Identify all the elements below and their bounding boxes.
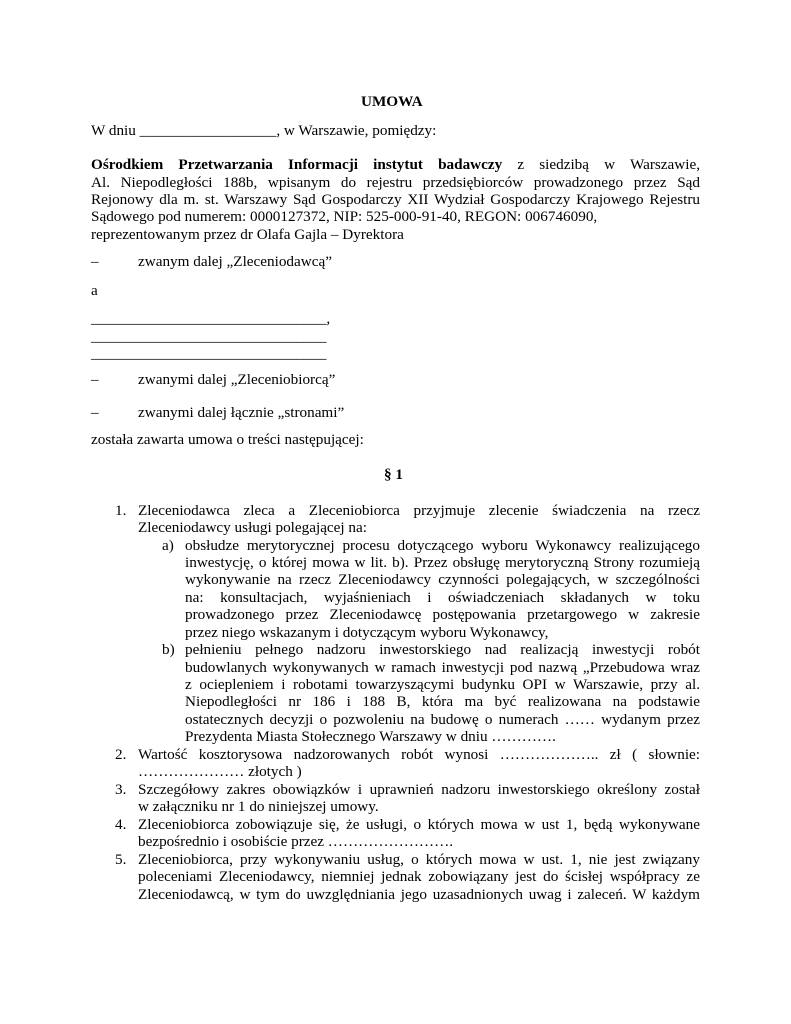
item-1b-line-4: Niepodległości nr 186 i 188 B, która ma być realizowana na podstawie: [185, 693, 700, 710]
concluded-line: została zawarta umowa o treści następującej:: [91, 431, 364, 448]
party1-line4: Sądowego pod numerem: 0000127372, NIP: 525-000-91-40, REGON: 006746090,: [91, 208, 598, 225]
item-1a-line-1: obsłudze merytorycznej procesu dotyczącego wyboru Wykonawcy realizującego: [185, 537, 700, 554]
party1-line2: Al. Niepodległości 188b, wpisanym do rejestru przedsiębiorców prowadzonego przez Sąd: [91, 174, 700, 191]
item-2-number: 2.: [115, 746, 127, 763]
item-1b-line-6: Prezydenta Miasta Stołecznego Warszawy w dniu ………….: [185, 728, 556, 745]
item-2-line-2: ………………… złotych ): [138, 763, 302, 780]
conjunction-a: a: [91, 282, 98, 299]
item-5-number: 5.: [115, 851, 127, 868]
item-1b-line-3: z ociepleniem i robotami towarzyszącymi budynku OPI w Warszawie, przy al.: [185, 676, 700, 693]
item-3-line-1: Szczegółowy zakres obowiązków i uprawnień nadzoru inwestorskiego określony został: [138, 781, 700, 798]
called-zleceniodawca: zwanym dalej „Zleceniodawcą”: [138, 253, 332, 270]
item-1a-line-4: na: konsultacjach, wyjaśnieniach i oświadczeniach składanych w toku: [185, 589, 700, 606]
item-1-line-1: Zleceniodawca zleca a Zleceniobiorca przyjmuje zlecenie świadczenia na rzecz: [138, 502, 700, 519]
called-zleceniobiorca: zwanymi dalej „Zleceniobiorcą”: [138, 371, 336, 388]
item-1b-line-2: budowlanych wykonywanych w ramach inwestycji pod nazwą „Przebudowa wraz: [185, 659, 700, 676]
blank-line-3: _______________________________: [91, 345, 327, 362]
item-4-line-1: Zleceniobiorca zobowiązuje się, że usługi, o których mowa w ust 1, będą wykonywane: [138, 816, 700, 833]
dash-2: –: [91, 371, 99, 388]
party1-line1: [91, 156, 700, 174]
called-strony: zwanymi dalej łącznie „stronami”: [138, 404, 345, 421]
item-2-line-1: Wartość kosztorysowa nadzorowanych robót wynosi ……………….. zł ( słownie:: [138, 746, 700, 763]
party1-line1-rest: z siedzibą w Warszawie,: [502, 156, 700, 173]
item-3-number: 3.: [115, 781, 127, 798]
dash-1: –: [91, 253, 99, 270]
item-1-number: 1.: [115, 502, 127, 519]
item-1a-line-5: prowadzonego przez Zleceniodawcę postępowania przetargowego w zakresie: [185, 606, 700, 623]
section-heading: § 1: [384, 466, 403, 483]
item-1a-line-2: inwestycję, o której mowa w lit. b). Przez obsługę merytoryczną Strony rozumieją: [185, 554, 700, 571]
item-3-line-2: w załączniku nr 1 do niniejszej umowy.: [138, 798, 379, 815]
item-5-line-1: Zleceniobiorca, przy wykonywaniu usług, o których mowa w ust. 1, nie jest związany: [138, 851, 700, 868]
item-5-line-2: poleceniami Zleceniodawcy, niemniej jednak zobowiązany jest do ścisłej współpracy ze: [138, 868, 700, 885]
item-1a-line-3: wykonywanie na rzecz Zleceniodawcy czynności polegających, w szczególności: [185, 571, 700, 588]
party1-line3: Rejonowy dla m. st. Warszawy Sąd Gospodarczy XII Wydział Gospodarczy Krajowego Rejestru: [91, 191, 700, 208]
dash-3: –: [91, 404, 99, 421]
item-4-line-2: bezpośrednio i osobiście przez …………………….: [138, 833, 454, 850]
item-1a-letter: a): [162, 537, 174, 554]
item-1a-line-6: przez niego wskazanym i dotyczącym wyboru Wykonawcy,: [185, 624, 549, 641]
item-1b-line-1: pełnieniu pełnego nadzoru inwestorskiego nad realizacją inwestycji robót: [185, 641, 700, 658]
item-1b-letter: b): [162, 641, 175, 658]
contract-title: UMOWA: [361, 93, 423, 110]
item-5-line-3: Zleceniodawcą, w tym do uwzględniania jego uzasadnionych uwag i zaleceń. W każdym: [138, 886, 700, 903]
item-4-number: 4.: [115, 816, 127, 833]
blank-line-1: _______________________________,: [91, 310, 331, 327]
party1-line5: reprezentowanym przez dr Olafa Gajla – Dyrektora: [91, 226, 404, 243]
item-1-line-2: Zleceniodawcy usługi polegającej na:: [138, 519, 367, 536]
blank-line-2: _______________________________: [91, 328, 327, 345]
party1-name: Ośrodkiem Przetwarzania Informacji instytut badawczy: [91, 156, 503, 173]
date-line: W dniu __________________, w Warszawie, pomiędzy:: [91, 122, 437, 139]
item-1b-line-5: ostatecznych decyzji o pozwoleniu na budowę o numerach …… wydanym przez: [185, 711, 700, 728]
